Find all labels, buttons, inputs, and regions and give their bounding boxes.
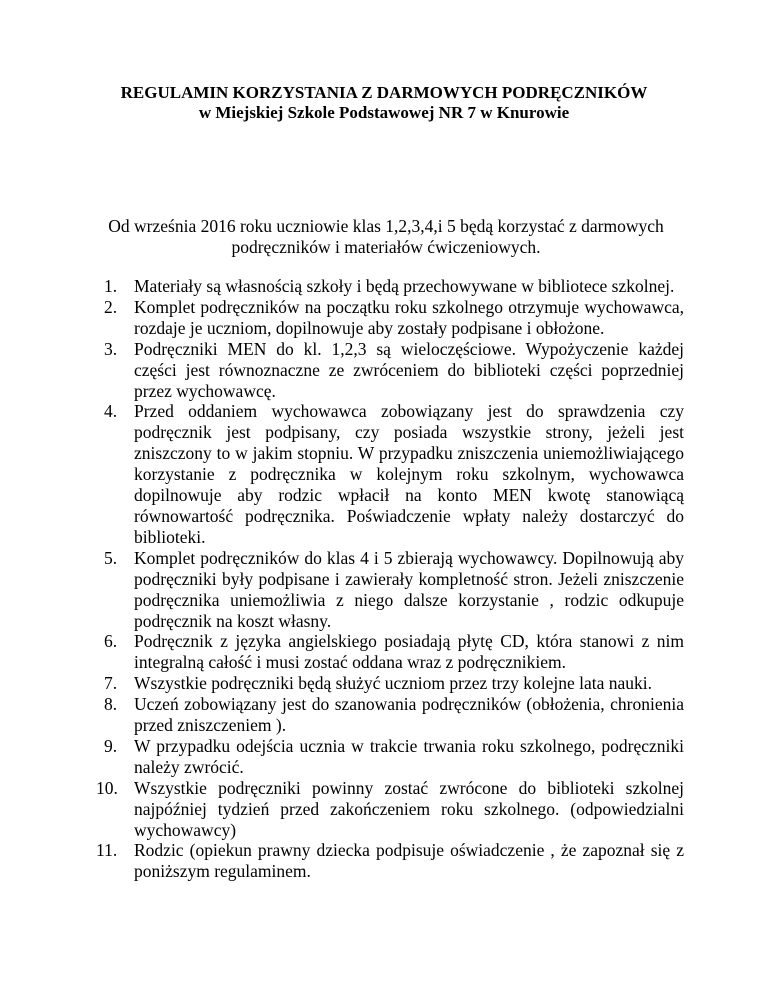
rule-number: 6. xyxy=(104,631,118,652)
rule-number: 10. xyxy=(96,777,118,798)
intro-paragraph: Od września 2016 roku uczniowie klas 1,2,3,4,i 5 będą korzystać z darmowych podręczników i materiałów ćwiczeniowych. xyxy=(108,216,664,257)
document-title xyxy=(0,83,768,123)
rule-text: Wszystkie podręczniki powinny zostać zwrócone do biblioteki szkolnej najpóźniej tydzień przed zakończeniem roku szkolnego. (odpowiedzialni wychowawcy) xyxy=(134,777,684,840)
rule-item xyxy=(104,276,684,297)
rule-text: Rodzic (opiekun prawny dziecka podpisuje oświadczenie , że zapoznał się z poniższym regulaminem. xyxy=(134,840,684,882)
rule-text: Wszystkie podręczniki będą służyć uczniom przez trzy kolejne lata nauki. xyxy=(134,673,652,694)
rule-number: 4. xyxy=(104,401,118,422)
rule-text: Uczeń zobowiązany jest do szanowania podręczników (obłożenia, chronienia przed zniszczeniem ). xyxy=(134,694,684,736)
rule-number: 5. xyxy=(104,547,118,568)
rule-number: 3. xyxy=(104,338,118,359)
rule-item xyxy=(104,548,684,632)
rule-item xyxy=(104,631,684,673)
title-line: REGULAMIN KORZYSTANIA Z DARMOWYCH PODRĘCZNIKÓW xyxy=(120,83,648,102)
rule-text: Komplet podręczników na początku roku szkolnego otrzymuje wychowawca, rozdaje je uczniom, dopilnowuje aby zostały podpisane i obłożone. xyxy=(134,296,684,338)
rule-item xyxy=(96,777,684,841)
rule-number: 2. xyxy=(104,296,118,317)
subtitle-line: w Miejskiej Szkole Podstawowej NR 7 w Knurowie xyxy=(198,103,570,122)
rule-text: Podręcznik z języka angielskiego posiadają płytę CD, która stanowi z nim integralną całość i musi zostać oddana wraz z podręcznikiem. xyxy=(134,631,684,673)
rule-number: 8. xyxy=(104,694,118,715)
rule-item xyxy=(104,736,684,778)
rule-text: Komplet podręczników do klas 4 i 5 zbierają wychowawcy. Dopilnowują aby podręczniki były podpisane i zawierały kompletność stron. Jeżeli zniszczenie podręcznika uniemożliwia z niego dalsze korzystanie , rodzic odkupuje podręcznik na koszt własny. xyxy=(134,547,684,631)
rule-item xyxy=(104,339,684,402)
rule-text: Podręczniki MEN do kl. 1,2,3 są wieloczęściowe. Wypożyczenie każdej części jest równoznaczne ze zwróceniem do biblioteki części poprzedniej przez wychowawcę. xyxy=(134,338,684,401)
rules-list xyxy=(96,276,684,882)
rule-text: W przypadku odejścia ucznia w trakcie trwania roku szkolnego, podręczniki należy zwrócić. xyxy=(134,735,684,777)
rule-number: 11. xyxy=(96,840,118,861)
rule-item xyxy=(104,297,684,339)
rule-number: 7. xyxy=(104,673,118,694)
rule-item xyxy=(104,673,684,694)
rule-text: Przed oddaniem wychowawca zobowiązany jest do sprawdzenia czy podręcznik jest podpisany, czy posiada wszystkie strony, jeżeli jest zniszczony to w jakim stopniu. W przypadku zniszczenia uniemożliwiającego korzystanie z podręcznika w kolejnym roku szkolnym, wychowawca dopilnowuje aby rodzic wpłacił na konto MEN kwotę stanowiącą równowartość podręcznika. Poświadczenie wpłaty należy dostarczyć do biblioteki. xyxy=(134,401,684,547)
rule-number: 9. xyxy=(104,735,118,756)
rule-item xyxy=(104,401,684,547)
rule-item xyxy=(96,840,684,882)
rule-text: Materiały są własnością szkoły i będą przechowywane w bibliotece szkolnej. xyxy=(134,276,675,296)
rule-number: 1. xyxy=(104,276,118,296)
rule-item xyxy=(104,694,684,736)
